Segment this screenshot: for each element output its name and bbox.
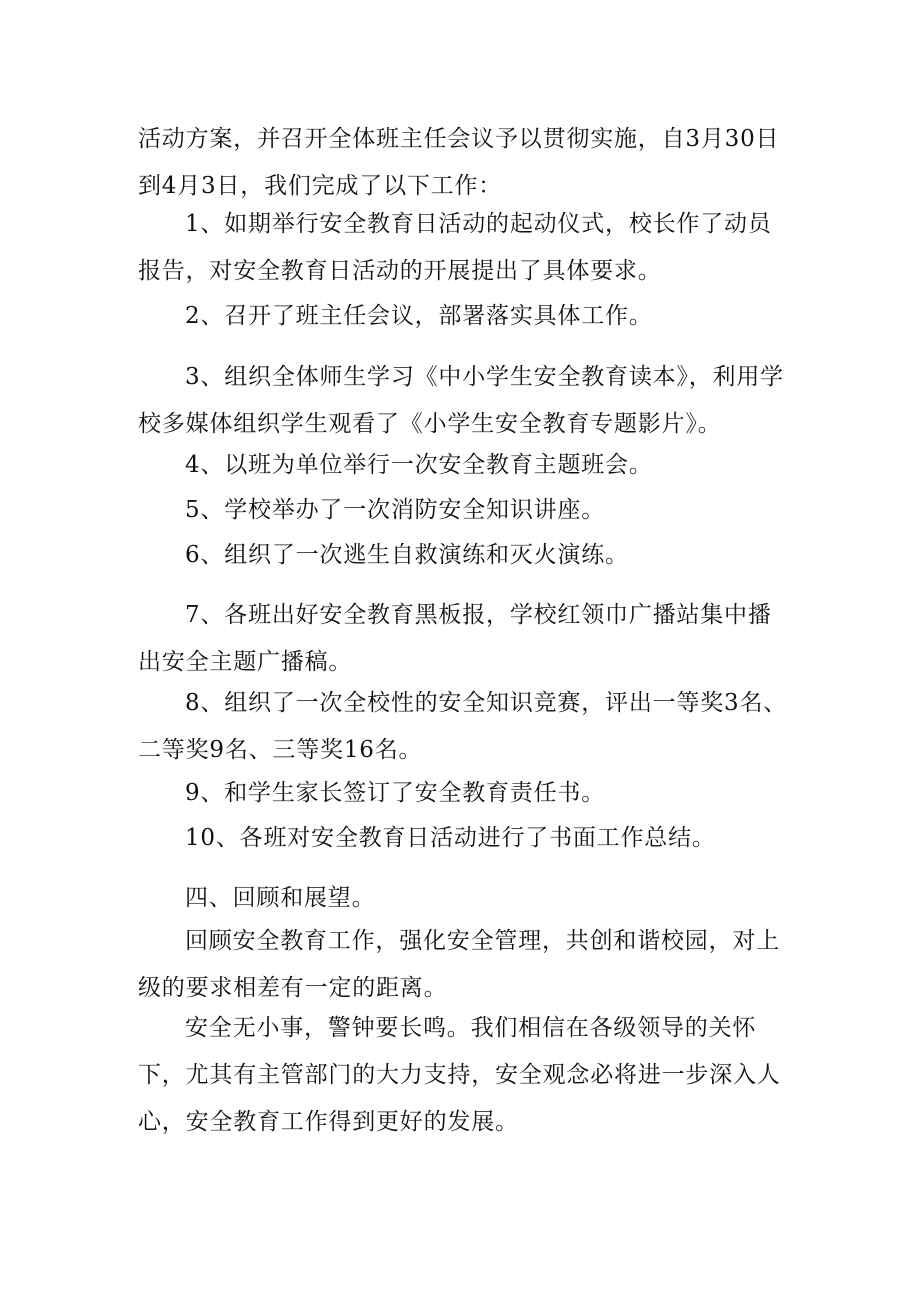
paragraph-item-9: 9、和学生家长签订了安全教育责任书。 — [185, 780, 606, 806]
paragraph-item-10: 10、各班对安全教育日活动进行了书面工作总结。 — [185, 825, 716, 851]
paragraph-item-8: 8、组织了一次全校性的安全知识竞赛，评出一等奖3名、二等奖9名、三等奖16名。 — [138, 690, 788, 763]
section-heading: 四、回顾和展望。 — [185, 885, 376, 911]
paragraph-item-2: 2、召开了班主任会议，部署落实具体工作。 — [185, 303, 653, 329]
paragraph-item-4: 4、以班为单位举行一次安全教育主题班会。 — [185, 452, 653, 478]
paragraph-item-3: 3、组织全体师生学习《中小学生安全教育读本》，利用学校多媒体组织学生观看了《小学生安全教育专题影片》。 — [138, 364, 784, 437]
paragraph-item-7: 7、各班出好安全教育黑板报，学校红领巾广播站集中播出安全主题广播稿。 — [138, 602, 772, 675]
paragraph-outlook: 安全无小事，警钟要长鸣。我们相信在各级领导的关怀下，尤其有主管部门的大力支持，安全观念必将进一步深入人心，安全教育工作得到更好的发展。 — [138, 1015, 781, 1135]
paragraph-item-1: 1、如期举行安全教育日活动的起动仪式，校长作了动员报告，对安全教育日活动的开展提出了具体要求。 — [138, 211, 772, 284]
paragraph-item-6: 6、组织了一次逃生自救演练和灭火演练。 — [185, 542, 629, 568]
paragraph-intro: 活动方案，并召开全体班主任会议予以贯彻实施，自3月30日到4月3日，我们完成了以下工作： — [138, 126, 780, 199]
paragraph-item-5: 5、学校举办了一次消防安全知识讲座。 — [185, 497, 606, 523]
paragraph-review: 回顾安全教育工作，强化安全管理，共创和谐校园，对上级的要求相差有一定的距离。 — [138, 928, 780, 1001]
